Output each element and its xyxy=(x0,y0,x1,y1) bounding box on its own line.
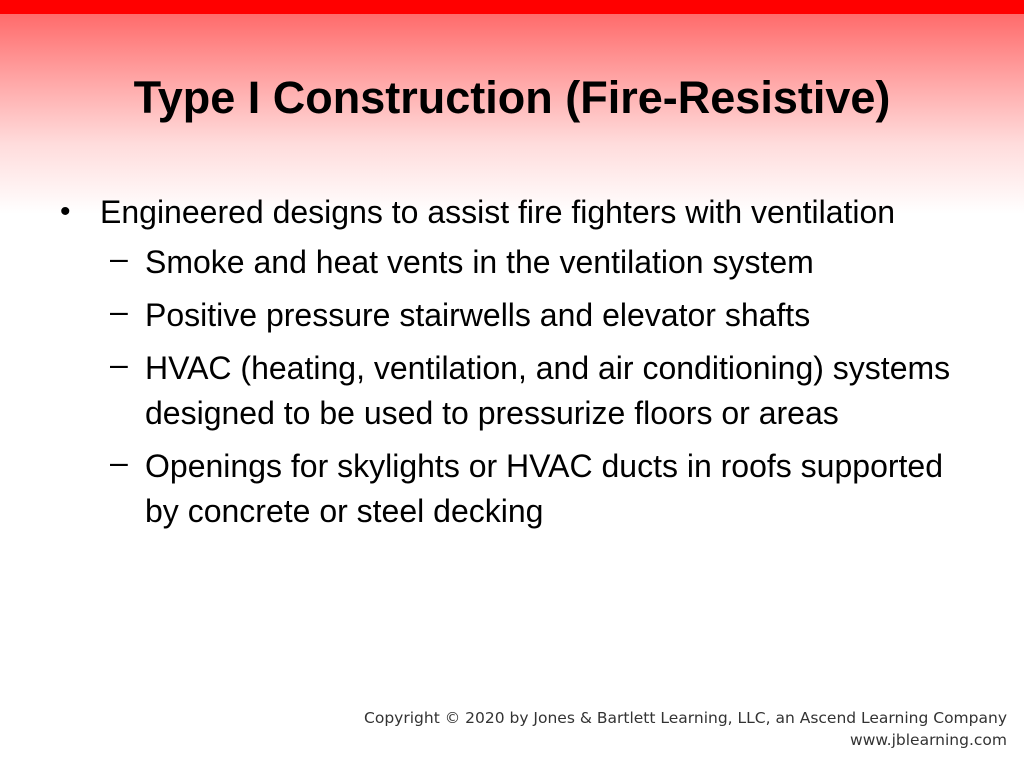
sub-bullet-item xyxy=(60,346,960,436)
copyright-text: Copyright © 2020 by Jones & Bartlett Learning, LLC, an Ascend Learning Company xyxy=(364,709,1007,727)
dash-icon: – xyxy=(110,444,128,480)
top-accent-bar xyxy=(0,0,1024,14)
sub-bullet-text: Openings for skylights or HVAC ducts in roofs supported by concrete or steel decking xyxy=(145,448,943,529)
slide-title: Type I Construction (Fire-Resistive) xyxy=(133,72,891,123)
sub-bullet-item xyxy=(60,293,960,338)
dash-icon: – xyxy=(110,293,128,329)
bullet-text: Engineered designs to assist fire fighters with ventilation xyxy=(100,194,896,230)
sub-bullet-text: Smoke and heat vents in the ventilation system xyxy=(145,244,814,280)
dash-icon: – xyxy=(110,240,128,276)
sub-bullet-item xyxy=(60,240,960,285)
sub-bullet-text: HVAC (heating, ventilation, and air conditioning) systems designed to be used to pressurize floors or areas xyxy=(145,350,951,431)
website-link[interactable]: www.jblearning.com xyxy=(850,731,1007,749)
footer xyxy=(364,707,1007,751)
bullet-list xyxy=(60,192,960,542)
sub-bullet-text: Positive pressure stairwells and elevator shafts xyxy=(145,297,811,333)
sub-bullet-item xyxy=(60,444,960,534)
bullet-icon: • xyxy=(60,195,71,228)
bullet-item xyxy=(60,192,960,232)
dash-icon: – xyxy=(110,346,128,382)
